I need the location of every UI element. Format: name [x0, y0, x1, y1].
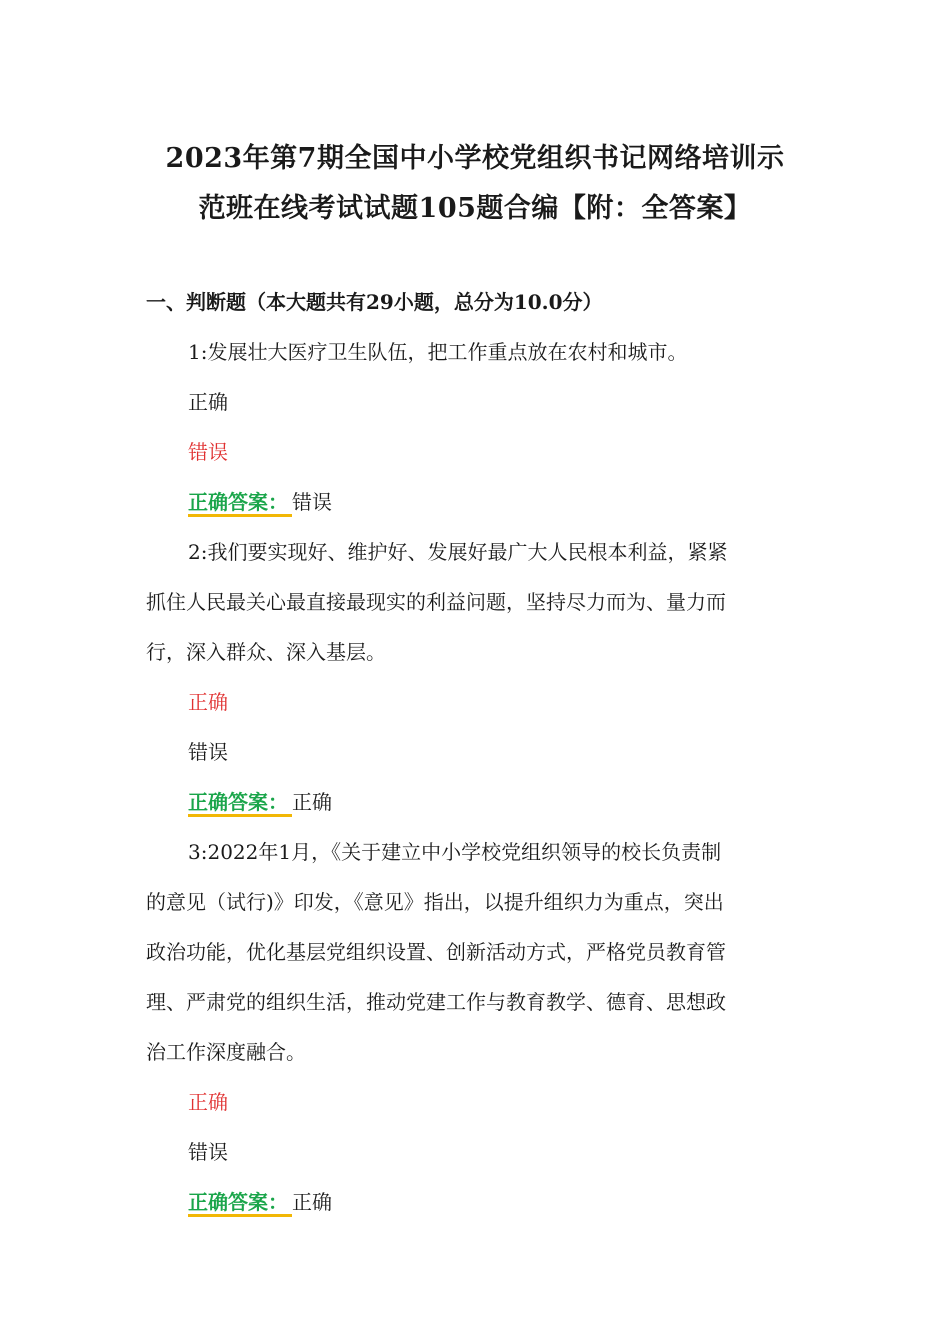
- question-3-option-wrong: 错误: [188, 1140, 228, 1164]
- answer-label: 正确答案：: [188, 490, 292, 517]
- document-title-line-1: 2023年第7期全国中小学校党组织书记网络培训示: [165, 143, 785, 174]
- question-2-answer: [188, 788, 332, 816]
- question-1-option-wrong: 错误: [188, 440, 228, 464]
- question-3-text-line-2: 的意见（试行)》印发，《意见》指出，以提升组织力为重点，突出: [146, 890, 724, 914]
- section-heading: 一、判断题（本大题共有29小题，总分为10.0分）: [146, 290, 603, 314]
- question-1-option-correct: 正确: [188, 390, 228, 414]
- question-2-text-line-2: 抓住人民最关心最直接最现实的利益问题，坚持尽力而为、量力而: [146, 590, 726, 614]
- answer-label: 正确答案：: [188, 790, 292, 817]
- question-3-option-correct: 正确: [188, 1090, 228, 1114]
- question-3-text-line-4: 理、严肃党的组织生活，推动党建工作与教育教学、德育、思想政: [146, 990, 726, 1014]
- answer-value: 正确: [292, 790, 332, 814]
- question-1-text: 1:发展壮大医疗卫生队伍，把工作重点放在农村和城市。: [188, 340, 688, 364]
- question-2-text-line-3: 行，深入群众、深入基层。: [146, 640, 386, 664]
- question-3-text-line-5: 治工作深度融合。: [146, 1040, 306, 1064]
- answer-label: 正确答案：: [188, 1190, 292, 1217]
- question-2-option-wrong: 错误: [188, 740, 228, 764]
- question-1-answer: [188, 488, 332, 516]
- question-3-text-line-3: 政治功能，优化基层党组织设置、创新活动方式，严格党员教育管: [146, 940, 726, 964]
- question-3-answer: [188, 1188, 332, 1216]
- question-3-text-line-1: 3:2022年1月，《关于建立中小学校党组织领导的校长负责制: [188, 840, 722, 864]
- answer-value: 错误: [292, 490, 332, 514]
- question-2-option-correct: 正确: [188, 690, 228, 714]
- answer-value: 正确: [292, 1190, 332, 1214]
- document-title-line-2: 范班在线考试试题105题合编【附：全答案】: [198, 193, 752, 224]
- question-2-text-line-1: 2:我们要实现好、维护好、发展好最广大人民根本利益，紧紧: [188, 540, 728, 564]
